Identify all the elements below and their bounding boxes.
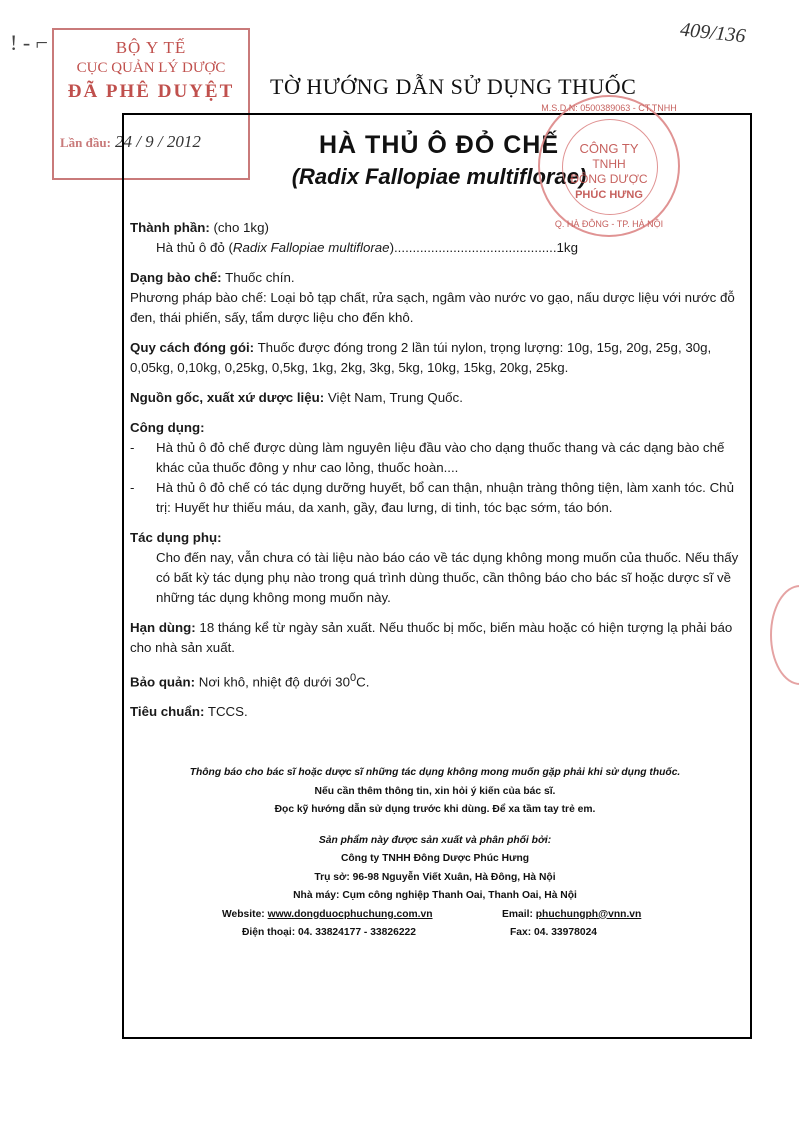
stamp-ministry: BỘ Y TẾ: [115, 38, 187, 57]
stamp-date-value: 24 / 9 / 2012: [114, 132, 201, 151]
ingredient-name: Hà thủ ô đỏ (: [156, 240, 233, 255]
section-dosage-form: [130, 268, 740, 328]
expiry-label: Hạn dùng:: [130, 620, 196, 635]
standard-value: TCCS.: [204, 704, 248, 720]
section-packing: [130, 338, 740, 378]
seal-line-4: PHÚC HƯNG: [575, 189, 643, 201]
section-expiry: [130, 618, 740, 658]
footer-phone-row: [130, 924, 740, 943]
footer-read-instructions: Đọc kỹ hướng dẫn sử dụng trước khi dùng. Để xa tầm tay trẻ em.: [274, 804, 596, 815]
stamp-department: CỤC QUẢN LÝ DƯỢC: [76, 60, 226, 76]
ingredients-note: (cho 1kg): [209, 220, 269, 235]
document-body: [130, 218, 740, 732]
uses-label: Công dụng:: [130, 420, 205, 435]
side-effects-value: Cho đến nay, vẫn chưa có tài liệu nào báo cáo về tác dụng không mong muốn của thuốc. Nếu thấy có bất kỳ tác dụng phụ nào trong quá trình dùng thuốc, cần thông báo cho bác sĩ hoặc dược sĩ về những tác dụng không mong muốn này.: [156, 550, 739, 605]
footer-contact-row: [130, 906, 740, 925]
section-ingredients: [130, 218, 740, 258]
seal-ring-bottom-text: Q. HÀ ĐÔNG - TP. HÀ NỘI: [554, 219, 664, 229]
storage-degree-sup: 0: [349, 672, 357, 684]
form-label: Dạng bào chế:: [130, 270, 222, 285]
document-header-title: TỜ HƯỚNG DẪN SỬ DỤNG THUỐC: [270, 74, 637, 99]
packing-value: Thuốc được đóng trong 2 lần túi nylon, trọng lượng: 10g, 15g, 20g, 25g, 30g, 0,05kg, 0,10kg, 0,25kg, 0,5kg, 1kg, 2kg, 3kg, 5kg, 10kg, 15kg, 20kg, 25kg.: [130, 340, 712, 375]
uses-item: - Hà thủ ô đỏ chế được dùng làm nguyên liệu đầu vào cho dạng thuốc thang và các dạng bào chế khác của thuốc đông y như cao lỏng, thuốc hoàn....: [130, 440, 725, 475]
preparation-method: Phương pháp bào chế: Loại bỏ tạp chất, rửa sạch, ngâm vào nước vo gạo, nấu dược liệu với nước đỗ đen, thái phiến, sấy, tẩm dược liệu cho đến khô.: [130, 290, 735, 325]
ingredients-label: Thành phần:: [130, 220, 210, 235]
footer-company-name: Công ty TNHH Đông Dược Phúc Hưng: [340, 853, 530, 864]
document-footer: [130, 764, 740, 943]
footer-fax: Fax: 04. 33978024: [510, 927, 598, 938]
margin-pen-marks: ! - ⌐: [10, 30, 49, 55]
form-value: Thuốc chín.: [221, 270, 295, 285]
expiry-value: 18 tháng kể từ ngày sản xuất. Nếu thuốc bị mốc, biến màu hoặc có hiện tượng lạ phải báo cho nhà sản xuất.: [130, 620, 733, 655]
packing-label: Quy cách đóng gói:: [130, 340, 255, 355]
section-origin: [130, 388, 740, 408]
seal-line-1: CÔNG TY: [579, 141, 639, 156]
footer-advice: Nếu cần thêm thông tin, xin hỏi ý kiến của bác sĩ.: [314, 785, 556, 797]
origin-label: Nguồn gốc, xuất xứ dược liệu:: [130, 390, 325, 405]
storage-value: Nơi khô, nhiệt độ dưới 30: [195, 674, 350, 690]
seal-ring-top-text: M.S.D.N: 0500389063 - CT.TNHH: [541, 103, 677, 113]
side-effects-label: Tác dụng phụ:: [130, 530, 222, 545]
section-uses: [130, 418, 740, 518]
product-latin-name: (Radix Fallopiae multiflorae): [291, 164, 587, 189]
footer-warning: Thông báo cho bác sĩ hoặc dược sĩ những tác dụng không mong muốn gặp phải khi sử dụng thuốc.: [189, 767, 681, 778]
footer-factory: Nhà máy: Cụm công nghiệp Thanh Oai, Thanh Oai, Hà Nội: [293, 890, 577, 901]
stamp-approved: ĐÃ PHÊ DUYỆT: [67, 81, 235, 102]
origin-value: Việt Nam, Trung Quốc.: [324, 390, 463, 405]
handwritten-page-number: 409/136: [679, 18, 747, 48]
footer-phone: Điện thoại: 04. 33824177 - 33826222: [242, 927, 417, 938]
uses-item: - Hà thủ ô đỏ chế có tác dụng dưỡng huyết, bổ can thận, nhuận tràng thông tiện, làm xanh tóc. Chủ trị: Huyết hư thiếu máu, da xanh, gầy, đau lưng, di tinh, tóc bạc sớm, táo bón.: [130, 480, 734, 515]
ingredient-amount: )............................................1kg: [389, 240, 578, 255]
section-side-effects: [130, 528, 740, 608]
footer-producer-intro: Sản phẩm này được sản xuất và phân phối bởi:: [318, 834, 552, 846]
ingredient-latin: Radix Fallopiae multiflorae: [232, 240, 390, 255]
company-seal: [538, 95, 680, 237]
seal-line-3: ĐÔNG DƯỢC: [570, 172, 648, 186]
product-title: HÀ THỦ Ô ĐỎ CHẾ: [319, 131, 559, 159]
section-standard: [130, 702, 740, 722]
storage-label: Bảo quản:: [130, 674, 196, 690]
website-link[interactable]: www.dongduocphuchung.com.vn: [267, 908, 433, 920]
seal-line-2: TNHH: [592, 157, 626, 171]
footer-headquarters: Trụ sở: 96-98 Nguyễn Viết Xuân, Hà Đông, Hà Nội: [314, 871, 556, 883]
email-link[interactable]: phuchungph@vnn.vn: [535, 908, 642, 920]
website-label: Website:: [222, 908, 268, 920]
section-storage: [130, 668, 740, 692]
storage-unit: C.: [356, 674, 370, 690]
standard-label: Tiêu chuẩn:: [130, 704, 205, 720]
edge-stamp-fragment: [770, 585, 799, 685]
stamp-date-label: Lần đầu:: [60, 135, 111, 150]
email-label: Email:: [502, 908, 536, 920]
